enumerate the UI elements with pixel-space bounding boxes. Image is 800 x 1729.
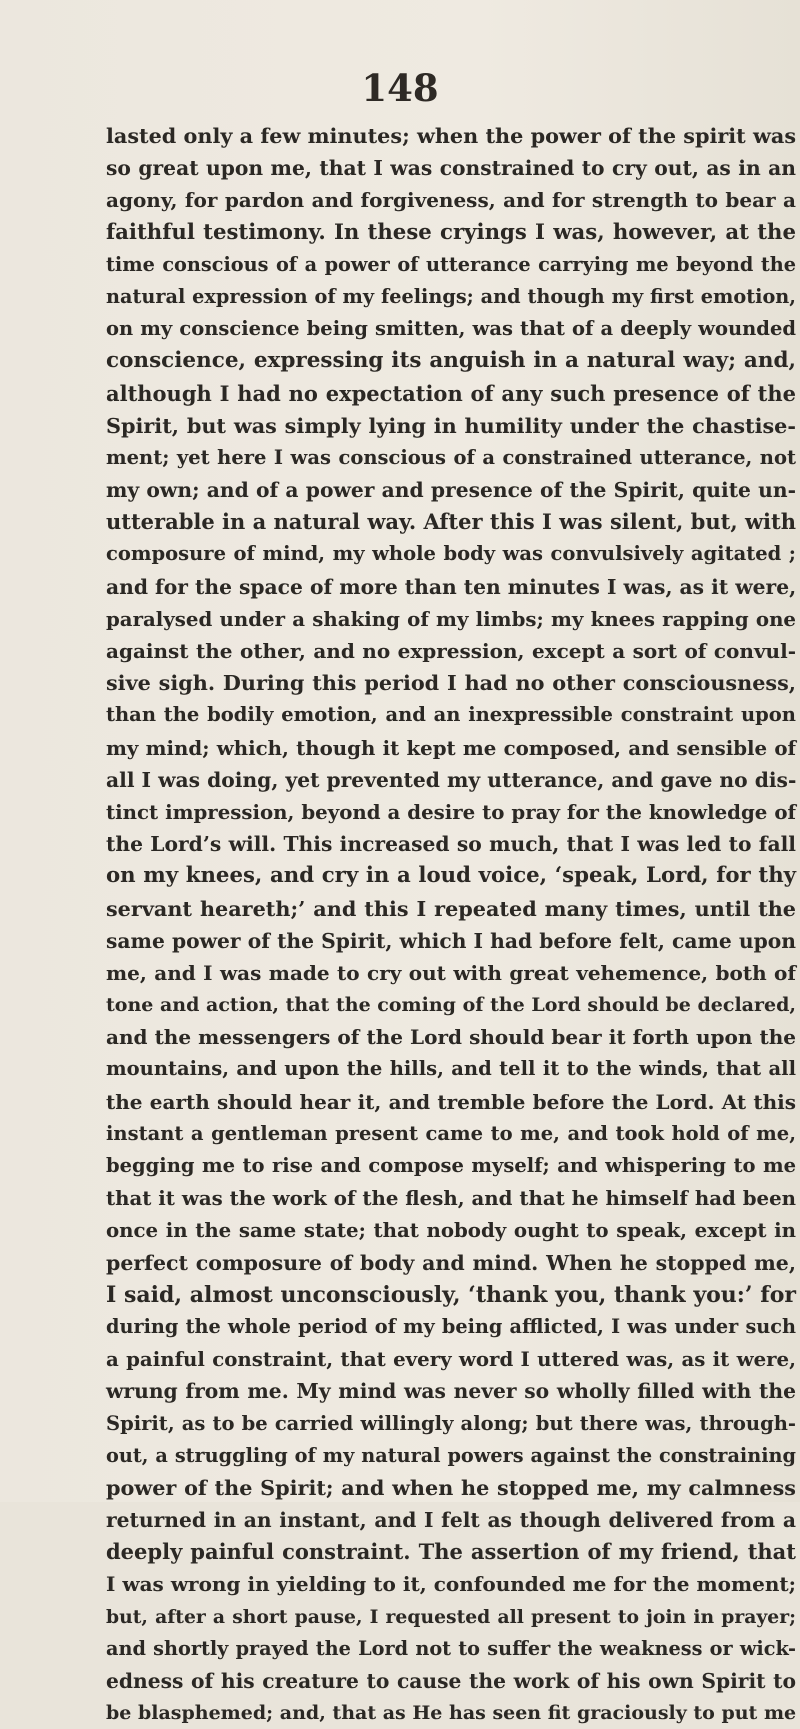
text-line: and shortly prayed the Lord not to suffer the weakness or wick-: [106, 1636, 796, 1660]
text-line: faithful testimony. In these cryings I was, however, at the: [106, 219, 796, 245]
text-line: me, and I was made to cry out with great vehemence, both of: [106, 960, 796, 985]
text-line: agony, for pardon and forgiveness, and for strength to bear a: [106, 188, 796, 213]
text-line: the earth should hear it, and tremble before the Lord. At this: [106, 1089, 796, 1114]
text-line: against the other, and no expression, except a sort of convul-: [106, 639, 796, 663]
text-line: paralysed under a shaking of my limbs; my knees rapping one: [106, 606, 796, 631]
text-line: than the bodily emotion, and an inexpressible constraint upon: [106, 703, 796, 727]
text-line: my own; and of a power and presence of the Spirit, quite un-: [106, 478, 796, 503]
text-line: composure of mind, my whole body was convulsively agitated ;: [106, 542, 796, 566]
text-line: during the whole period of my being afflicted, I was under such: [106, 1314, 796, 1338]
text-line: tone and action, that the coming of the Lord should be declared,: [106, 994, 796, 1017]
text-line: ment; yet here I was conscious of a constrained utterance, not: [106, 445, 796, 469]
text-line: returned in an instant, and I felt as though delivered from a: [106, 1508, 796, 1533]
text-line: Spirit, but was simply lying in humility under the chastise-: [106, 413, 796, 438]
text-line: lasted only a few minutes; when the power of the spirit was: [106, 124, 796, 148]
text-line: same power of the Spirit, which I had before felt, came upon: [106, 928, 796, 953]
text-line: I said, almost unconsciously, ‘thank you, thank you:’ for: [106, 1281, 796, 1308]
text-line: on my knees, and cry in a loud voice, ‘speak, Lord, for thy: [106, 863, 796, 889]
page-number: 148: [361, 66, 439, 110]
text-line: once in the same state; that nobody ought to speak, except in: [106, 1218, 796, 1243]
text-line: so great upon me, that I was constrained to cry out, as in an: [106, 156, 796, 181]
text-line: be blasphemed; and, that as He has seen fit graciously to put me: [106, 1702, 797, 1725]
text-line: deeply painful constraint. The assertion of my friend, that: [106, 1539, 796, 1565]
text-line: and the messengers of the Lord should bear it forth upon the: [106, 1025, 796, 1050]
text-line: I was wrong in yielding to it, confounded me for the moment;: [106, 1572, 796, 1597]
text-line: on my conscience being smitten, was that of a deeply wounded: [106, 317, 796, 341]
text-line: begging me to rise and compose myself; and whispering to me: [106, 1154, 796, 1177]
text-line: although I had no expectation of any such presence of the: [106, 380, 796, 406]
text-line: my mind; which, though it kept me composed, and sensible of: [106, 735, 796, 760]
text-line: time conscious of a power of utterance carrying me beyond the: [106, 252, 796, 276]
text-line: Spirit, as to be carried willingly along; but there was, through-: [106, 1411, 796, 1435]
text-line: that it was the work of the flesh, and that he himself had been: [106, 1186, 796, 1211]
text-line: tinct impression, beyond a desire to pray for the knowledge of: [106, 799, 796, 824]
text-line: utterable in a natural way. After this I was silent, but, with: [106, 509, 796, 535]
text-line: perfect composure of body and mind. When he stopped me,: [106, 1250, 796, 1275]
body-text: [106, 120, 796, 1729]
text-line: natural expression of my feelings; and though my first emotion,: [106, 284, 796, 308]
text-line: and for the space of more than ten minutes I was, as it were,: [106, 574, 797, 599]
text-line: servant heareth;’ and this I repeated many times, until the: [106, 896, 796, 921]
text-line: but, after a short pause, I requested all present to join in prayer;: [106, 1605, 796, 1628]
text-line: wrung from me. My mind was never so wholly filled with the: [106, 1379, 796, 1404]
text-line: instant a gentleman present came to me, and took hold of me,: [106, 1121, 796, 1145]
text-line: sive sigh. During this period I had no other consciousness,: [106, 671, 796, 696]
text-line: a painful constraint, that every word I uttered was, as it were,: [106, 1347, 796, 1372]
text-line: the Lord’s will. This increased so much, that I was led to fall: [106, 832, 796, 857]
text-line: edness of his creature to cause the work of his own Spirit to: [106, 1669, 796, 1693]
text-line: power of the Spirit; and when he stopped me, my calmness: [106, 1475, 796, 1500]
text-line: conscience, expressing its anguish in a natural way; and,: [106, 348, 796, 374]
text-line: out, a struggling of my natural powers against the constraining: [106, 1443, 796, 1467]
text-line: all I was doing, yet prevented my utterance, and gave no dis-: [106, 767, 797, 792]
text-line: mountains, and upon the hills, and tell it to the winds, that all: [106, 1057, 796, 1081]
